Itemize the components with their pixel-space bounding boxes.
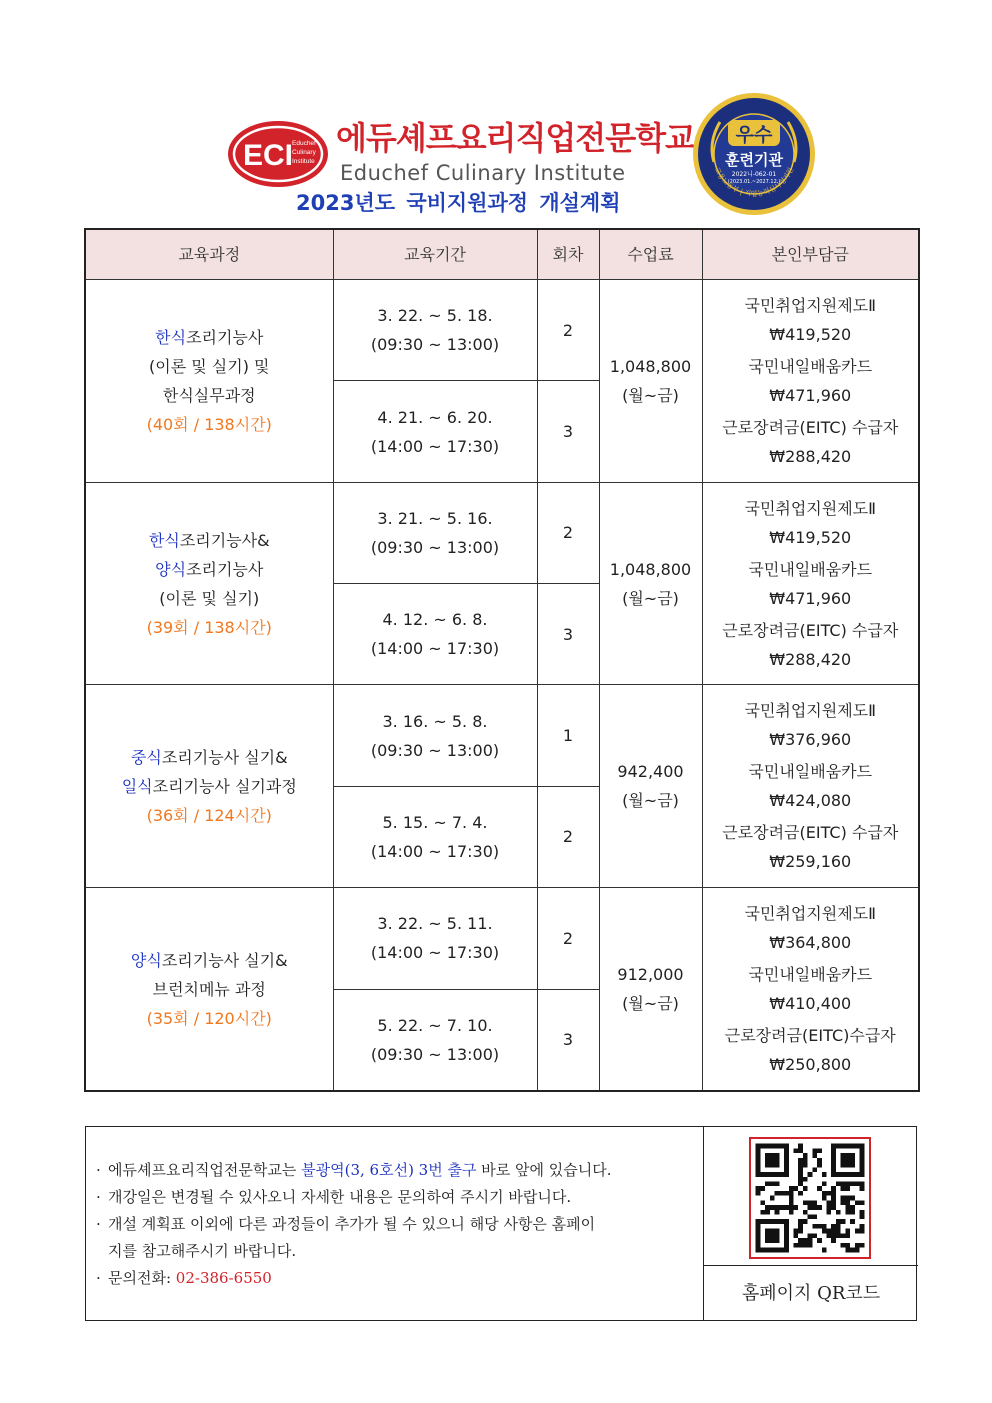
note-additional-courses-text-1: 개설 계획표 이외에 다른 과정들이 추가가 될 수 있으니 해당 사항은 홈페이 bbox=[108, 1215, 596, 1233]
course-name-line bbox=[86, 975, 333, 1004]
table-header-row bbox=[85, 229, 919, 280]
note-additional-courses-text-2: 지를 참고해주시기 바랍니다. bbox=[108, 1242, 297, 1260]
course-name-segment: 조리기능사 실기& bbox=[161, 950, 288, 970]
course-name-segment: 양식 bbox=[130, 950, 162, 970]
table-row bbox=[85, 685, 919, 786]
course-hours: (35회 / 120시간) bbox=[146, 1008, 272, 1028]
course-name-segment: 한식 bbox=[155, 327, 187, 347]
round-cell: 2 bbox=[537, 786, 599, 887]
note-location bbox=[96, 1157, 611, 1183]
self-pay-label: 근로장려금(EITC) 수급자 bbox=[722, 620, 899, 640]
course-name-line bbox=[86, 946, 333, 975]
tuition-cell bbox=[599, 280, 702, 483]
table-row bbox=[85, 888, 919, 989]
period-dates: 4. 12. ~ 6. 8. bbox=[382, 610, 488, 630]
period-time: (14:00 ~ 17:30) bbox=[370, 639, 500, 659]
self-pay-cell bbox=[702, 482, 919, 685]
note-contact bbox=[96, 1265, 272, 1291]
round-cell: 2 bbox=[537, 888, 599, 989]
course-name-segment: 한식실무과정 bbox=[162, 385, 256, 405]
tuition-amount: 1,048,800 bbox=[609, 356, 692, 376]
self-pay-cell bbox=[702, 280, 919, 483]
self-pay-amount: ₩376,960 bbox=[769, 730, 852, 750]
header-period: 교육기간 bbox=[333, 229, 537, 280]
seal-period: (2023.01.~2027.12.) bbox=[727, 179, 781, 185]
tuition-amount: 942,400 bbox=[617, 762, 684, 782]
period-time: (14:00 ~ 17:30) bbox=[370, 436, 500, 456]
course-name-line bbox=[86, 352, 333, 381]
header-round: 회차 bbox=[537, 229, 599, 280]
note-additional-courses-cont bbox=[108, 1238, 296, 1264]
course-name-cell bbox=[85, 482, 333, 685]
period-time: (14:00 ~ 17:30) bbox=[370, 841, 500, 861]
course-name-segment: 브런치메뉴 과정 bbox=[152, 979, 266, 999]
course-name-line bbox=[86, 381, 333, 410]
course-name-cell bbox=[85, 685, 333, 888]
course-name-segment: 양식 bbox=[155, 559, 187, 579]
self-pay-amount: ₩419,520 bbox=[769, 527, 852, 547]
self-pay-label: 국민내일배움카드 bbox=[748, 965, 873, 985]
self-pay-amount: ₩364,800 bbox=[769, 933, 852, 953]
round-cell: 3 bbox=[537, 381, 599, 482]
self-pay-label: 근로장려금(EITC) 수급자 bbox=[722, 417, 899, 437]
course-name-line bbox=[86, 526, 333, 555]
seal-main-bottom: 훈련기관 bbox=[725, 151, 783, 169]
self-pay-amount: ₩288,420 bbox=[769, 649, 852, 669]
tuition-cell bbox=[599, 685, 702, 888]
course-hours: (40회 / 138시간) bbox=[146, 414, 272, 434]
self-pay-label: 국민취업지원제도Ⅱ bbox=[744, 295, 877, 315]
period-cell bbox=[333, 989, 537, 1091]
course-name-segment: (이론 및 실기) bbox=[159, 588, 260, 608]
tuition-amount: 912,000 bbox=[617, 965, 684, 985]
course-name-segment: 조리기능사 실기과정 bbox=[152, 776, 297, 796]
seal-ring-text: 고용노동부 | 직업능력심사평가원 bbox=[712, 166, 796, 199]
self-pay-amount: ₩250,800 bbox=[769, 1055, 852, 1075]
table-row bbox=[85, 482, 919, 583]
course-schedule-table bbox=[84, 228, 920, 1092]
course-hours: (36회 / 124시간) bbox=[146, 805, 272, 825]
course-name-segment: 조리기능사 bbox=[186, 559, 264, 579]
self-pay-label: 근로장려금(EITC) 수급자 bbox=[722, 823, 899, 843]
eci-logo-sub-2: Culinary bbox=[292, 149, 316, 156]
round-cell: 2 bbox=[537, 482, 599, 583]
period-dates: 3. 22. ~ 5. 18. bbox=[377, 306, 493, 326]
round-cell: 3 bbox=[537, 584, 599, 685]
course-name-cell bbox=[85, 888, 333, 1091]
course-name-line bbox=[86, 584, 333, 613]
info-notes bbox=[86, 1127, 704, 1320]
course-name-segment: 조리기능사 bbox=[186, 327, 264, 347]
seal-main-top: 우수 bbox=[735, 124, 773, 146]
course-name-line bbox=[86, 743, 333, 772]
self-pay-label: 국민내일배움카드 bbox=[748, 762, 873, 782]
period-time: (09:30 ~ 13:00) bbox=[370, 1044, 500, 1064]
qr-code-icon bbox=[751, 1139, 869, 1257]
tuition-cell bbox=[599, 482, 702, 685]
self-pay-amount: ₩471,960 bbox=[769, 588, 852, 608]
course-name-segment: (이론 및 실기) 및 bbox=[149, 356, 270, 376]
course-hours: (39회 / 138시간) bbox=[146, 617, 272, 637]
period-cell bbox=[333, 482, 537, 583]
period-dates: 3. 22. ~ 5. 11. bbox=[377, 914, 493, 934]
self-pay-label: 근로장려금(EITC)수급자 bbox=[724, 1026, 896, 1046]
tuition-note: (월~금) bbox=[622, 791, 679, 811]
note-location-pre: 에듀셰프요리직업전문학교는 bbox=[108, 1161, 302, 1179]
self-pay-cell bbox=[702, 685, 919, 888]
course-name-segment: 조리기능사& bbox=[179, 530, 270, 550]
info-box bbox=[85, 1126, 917, 1321]
tuition-note: (월~금) bbox=[622, 385, 679, 405]
period-time: (14:00 ~ 17:30) bbox=[370, 943, 500, 963]
qr-divider bbox=[704, 1265, 918, 1266]
header-tuition: 수업료 bbox=[599, 229, 702, 280]
note-location-station: 불광역(3, 6호선) 3번 출구 bbox=[301, 1161, 477, 1179]
note-location-post: 바로 앞에 있습니다. bbox=[476, 1161, 612, 1179]
course-name-line bbox=[86, 555, 333, 584]
round-cell: 3 bbox=[537, 989, 599, 1091]
round-cell: 2 bbox=[537, 280, 599, 381]
period-time: (09:30 ~ 13:00) bbox=[370, 740, 500, 760]
contact-label: 문의전화: bbox=[108, 1269, 176, 1287]
tuition-note: (월~금) bbox=[622, 994, 679, 1014]
self-pay-label: 국민취업지원제도Ⅱ bbox=[744, 498, 877, 518]
period-time: (09:30 ~ 13:00) bbox=[370, 335, 500, 355]
self-pay-amount: ₩424,080 bbox=[769, 791, 852, 811]
self-pay-cell bbox=[702, 888, 919, 1091]
self-pay-label: 국민취업지원제도Ⅱ bbox=[744, 701, 877, 721]
eci-logo-sub-1: Educhef bbox=[292, 140, 316, 147]
contact-phone[interactable]: 02-386-6550 bbox=[175, 1269, 272, 1287]
round-cell: 1 bbox=[537, 685, 599, 786]
self-pay-label: 국민취업지원제도Ⅱ bbox=[744, 904, 877, 924]
qr-caption: 홈페이지 QR코드 bbox=[741, 1283, 881, 1304]
self-pay-label: 국민내일배움카드 bbox=[748, 559, 873, 579]
eci-logo-letters: ECI bbox=[242, 139, 294, 172]
bullet: · bbox=[96, 1188, 101, 1206]
note-schedule-change-text: 개강일은 변경될 수 있사오니 자세한 내용은 문의하여 주시기 바랍니다. bbox=[108, 1188, 572, 1206]
tuition-cell bbox=[599, 888, 702, 1091]
school-name-korean: 에듀셰프요리직업전문학교 bbox=[336, 119, 695, 157]
tuition-note: (월~금) bbox=[622, 588, 679, 608]
document-title: 2023년도 국비지원과정 개설계획 bbox=[296, 191, 621, 215]
bullet: · bbox=[96, 1269, 101, 1287]
bullet: · bbox=[96, 1215, 101, 1233]
course-name-segment: 중식 bbox=[130, 747, 162, 767]
school-name-english: Educhef Culinary Institute bbox=[340, 161, 626, 185]
course-name-segment: 한식 bbox=[148, 530, 180, 550]
period-cell bbox=[333, 280, 537, 381]
course-name-cell bbox=[85, 280, 333, 483]
tuition-amount: 1,048,800 bbox=[609, 559, 692, 579]
eci-logo-sub-3: Institute bbox=[292, 158, 315, 165]
period-cell bbox=[333, 786, 537, 887]
eci-logo-emblem bbox=[226, 118, 330, 190]
period-dates: 4. 21. ~ 6. 20. bbox=[377, 407, 493, 427]
course-name-line bbox=[86, 772, 333, 801]
self-pay-amount: ₩288,420 bbox=[769, 446, 852, 466]
period-dates: 3. 21. ~ 5. 16. bbox=[377, 508, 493, 528]
self-pay-amount: ₩410,400 bbox=[769, 994, 852, 1014]
course-name-segment: 일식 bbox=[121, 776, 153, 796]
note-additional-courses bbox=[96, 1211, 595, 1237]
self-pay-amount: ₩419,520 bbox=[769, 324, 852, 344]
course-name-segment: 조리기능사 실기& bbox=[161, 747, 288, 767]
period-cell bbox=[333, 381, 537, 482]
homepage-qr-code[interactable] bbox=[749, 1137, 871, 1259]
header-course: 교육과정 bbox=[85, 229, 333, 280]
self-pay-amount: ₩471,960 bbox=[769, 385, 852, 405]
table-row bbox=[85, 280, 919, 381]
self-pay-amount: ₩259,160 bbox=[769, 852, 852, 872]
table-body bbox=[85, 280, 919, 1092]
bullet: · bbox=[96, 1161, 101, 1179]
period-cell bbox=[333, 685, 537, 786]
period-dates: 3. 16. ~ 5. 8. bbox=[382, 711, 488, 731]
period-dates: 5. 15. ~ 7. 4. bbox=[382, 812, 488, 832]
excellent-training-institution-seal bbox=[692, 92, 816, 216]
course-name-line bbox=[86, 323, 333, 352]
period-dates: 5. 22. ~ 7. 10. bbox=[377, 1015, 493, 1035]
period-cell bbox=[333, 888, 537, 989]
self-pay-label: 국민내일배움카드 bbox=[748, 356, 873, 376]
period-cell bbox=[333, 584, 537, 685]
header-self-pay: 본인부담금 bbox=[702, 229, 919, 280]
period-time: (09:30 ~ 13:00) bbox=[370, 537, 500, 557]
seal-code: 2022니-062-01 bbox=[731, 171, 777, 178]
note-schedule-change bbox=[96, 1184, 571, 1210]
